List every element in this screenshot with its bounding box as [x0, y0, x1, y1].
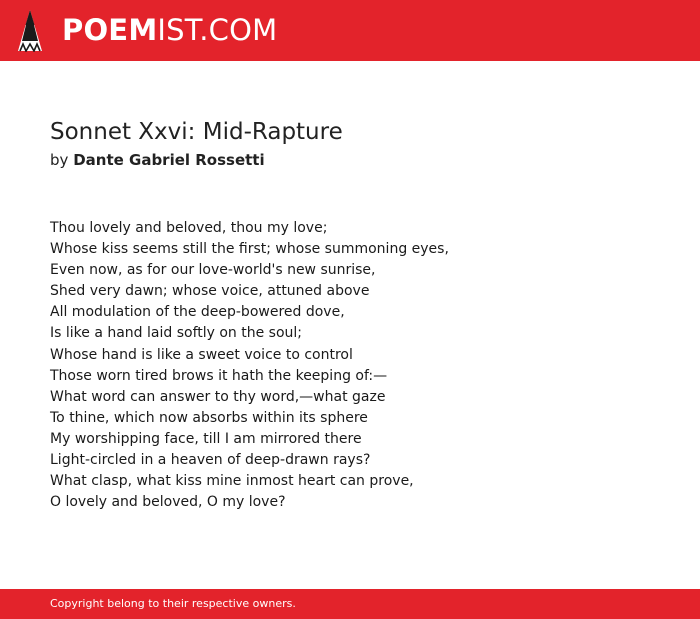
poem-line: What clasp, what kiss mine inmost heart can prove,	[50, 473, 414, 490]
site-logo-link[interactable]	[62, 12, 277, 48]
logo-text-bold: POEM	[62, 13, 158, 47]
copyright-notice: Copyright belong to their respective owners.	[50, 597, 296, 610]
poem-body	[50, 218, 449, 513]
poem-line: Even now, as for our love-world's new sunrise,	[50, 262, 376, 279]
poem-line: Is like a hand laid softly on the soul;	[50, 325, 303, 342]
poem-line: Light-circled in a heaven of deep-drawn rays?	[50, 452, 371, 469]
byline	[50, 150, 265, 170]
poem-line: All modulation of the deep-bowered dove,	[50, 304, 345, 321]
logo-text-light: IST.COM	[157, 13, 278, 47]
poem-line: Thou lovely and beloved, thou my love;	[50, 220, 328, 236]
poem-line: O lovely and beloved, O my love?	[50, 494, 286, 511]
poem-line: Whose kiss seems still the first; whose summoning eyes,	[50, 241, 449, 258]
site-header	[0, 0, 700, 61]
poem-line: Those worn tired brows it hath the keeping of:—	[50, 367, 388, 384]
by-label: by	[50, 151, 69, 169]
pencil-logo-icon[interactable]	[17, 9, 43, 52]
poem-line: To thine, which now absorbs within its sphere	[50, 409, 368, 426]
poem-title: Sonnet Xxvi: Mid-Rapture	[50, 119, 343, 145]
poem-line: What word can answer to thy word,—what gaze	[50, 388, 386, 405]
poem-line: Shed very dawn; whose voice, attuned above	[50, 283, 370, 300]
poem-line: Whose hand is like a sweet voice to control	[50, 346, 353, 363]
author-name: Dante Gabriel Rossetti	[73, 151, 265, 169]
poem-line: My worshipping face, till I am mirrored there	[50, 430, 362, 447]
site-footer	[0, 589, 700, 619]
